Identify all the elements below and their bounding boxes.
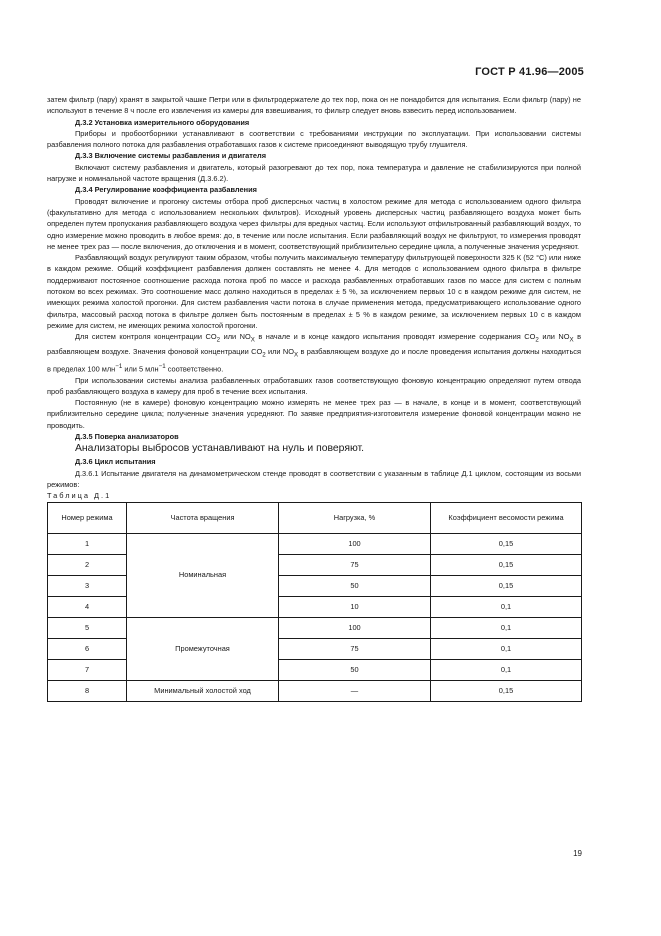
cell-load: 100 [279,617,431,638]
table-row [48,533,582,554]
test-cycle-table [47,502,582,702]
table-caption: Таблица Д.1 [47,491,112,501]
table-row [48,680,582,701]
cell-load: 75 [279,554,431,575]
cell-speed-idle: Минимальный холостой ход [127,680,279,701]
cell-weight: 0,1 [431,659,582,680]
section-heading-d34: Д.3.4 Регулирование коэффициента разбавления [75,185,257,195]
cell-load: 75 [279,638,431,659]
cell-weight: 0,15 [431,575,582,596]
paragraph-d34-background: При использовании системы анализа разбавленных отработавших газов соответствующую фоновую концентрацию определяют путем отвода проб разбавляющего воздуха в камеру для проб в течение всех испытания. [47,375,581,396]
paragraph-d34-co-nox: Для систем контроля концентрации $CO_2$ или $NO_X$ в начале и в конце каждого испытания проводят измерение содержания $CO_2$ или $NO_X$ в разбавляющем воздухе. Значения фоновой концентрации $CO_2$ или $NO_X$ в разбавляющем воздухе до и после проведения испытания должны находиться в пределах 100 млн$^{-1}$ или 5 млн$^{-1}$ соответственно. [47,332,582,374]
cell-mode: 7 [48,659,127,680]
paragraph-d33: Включают систему разбавления и двигатель, который разогревают до тех пор, пока температура и давление не стабилизируются при полной нагрузке и номинальной частоте вращения (Д.3.6.2). [47,162,581,184]
paragraph-d35: Анализаторы выбросов устанавливают на нуль и поверяют. [75,443,365,455]
cell-mode: 3 [48,575,127,596]
paragraph-d361: Д.3.6.1 Испытание двигателя на динамометрическом стенде проводят в соответствии с указанным в таблице Д.1 циклом, состоящим из восьми режимов: [47,468,581,489]
paragraph-d34-constant: Постоянную (не в камере) фоновую концентрацию можно измерять не менее трех раз — в начале, в конце и в момент, соответствующий приблизительно середине цикла; полученные значения усредняют. По заявке предприятия-изготовителя измерение фоновой концентрации можно не проводить. [47,398,581,430]
cell-mode: 6 [48,638,127,659]
cell-load: 100 [279,533,431,554]
cell-mode: 1 [48,533,127,554]
table-row [48,617,582,638]
cell-mode: 4 [48,596,127,617]
section-heading-d32: Д.3.2 Установка измерительного оборудования [75,117,250,127]
cell-load: 10 [279,596,431,617]
section-heading-d36: Д.3.6 Цикл испытания [75,457,156,467]
cell-weight: 0,15 [431,533,582,554]
paragraph-d34-dilution: Разбавляющий воздух регулируют таким образом, чтобы получить максимальную температуру фильтрующей поверхности 325 К (52 °С) или ниже в каждом режиме. Общий коэффициент разбавления должен составлять не менее 4. Для методов с использованием одного фильтра в фильтре поддерживают постоянное соотношение расхода потока проб по массе и расхода разбавленных отработавших газов по массе для систем с полным потоком во всех режимах. Это соотношение масс должно находиться в пределах ± 5 %, за исключением первых 10 с в каждом режиме для систем, не имеющих режима холостой прогонки. Для систем разбавления части потока в случае применения метода, предусматривающего использование одного фильтра, массовый расход потока в фильтре должен быть постоянным в пределах ± 5 % в каждом режиме, за исключением первых 10 с в каждом режиме для систем, не имеющих режима холостой прогонки. [47,253,581,330]
paragraph-d34-intro: Проводят включение и прогонку системы отбора проб дисперсных частиц в холостом режиме для метода с использованием одного фильтра (факультативно для метода с использованием нескольких фильтров). Исходный уровень дисперсных частиц разбавляющего воздуха может быть определен путем пропускания разбавляющего воздуха через фильтры для вредных частиц. Если используют отфильтрованный разбавляющий воздух, то одно измерение можно проводить в любое время: до, в течение или после испытания. Если разбавляющий воздух не фильтруют, то измерения проводят не менее трех раз — после включения, до отключения и в момент, соответствующий приблизительно середине цикла, а полученные значения усредняют. [47,196,581,251]
cell-weight: 0,1 [431,638,582,659]
paragraph-filter-storage: затем фильтр (пару) хранят в закрытой чашке Петри или в фильтродержателе до тех пор, пока он не понадобится для испытания. Если фильтр (пару) не используют в течение 8 ч после его извлечения из камеры для взвешивания, то фильтр следует вновь взвесить перед использованием. [47,95,581,116]
cell-weight: 0,1 [431,617,582,638]
cell-mode: 8 [48,680,127,701]
cell-load: 50 [279,575,431,596]
cell-weight: 0,1 [431,596,582,617]
table-header-row [48,502,582,533]
page-number: 19 [573,849,582,858]
header-weighting-factor: Коэффициент весомости режима [431,502,582,533]
paragraph-d32: Приборы и пробоотборники устанавливают в соответствии с требованиями инструкции по эксплуатации. При использовании системы разбавления полного потока для разбавления отработавших газов к системе присоединяют выводящую трубу глушителя. [47,128,581,150]
section-heading-d33: Д.3.3 Включение системы разбавления и двигателя [75,151,267,161]
cell-load: — [279,680,431,701]
header-mode-number: Номер режима [48,502,127,533]
cell-mode: 5 [48,617,127,638]
cell-weight: 0,15 [431,680,582,701]
section-heading-d35: Д.3.5 Поверка анализаторов [75,432,179,442]
page-content [47,94,581,702]
cell-speed-intermediate: Промежуточная [127,617,279,680]
cell-weight: 0,15 [431,554,582,575]
document-header: ГОСТ Р 41.96—2005 [475,66,584,78]
header-speed: Частота вращения [127,502,279,533]
cell-load: 50 [279,659,431,680]
header-load: Нагрузка, % [279,502,431,533]
cell-mode: 2 [48,554,127,575]
cell-speed-rated: Номинальная [127,533,279,617]
